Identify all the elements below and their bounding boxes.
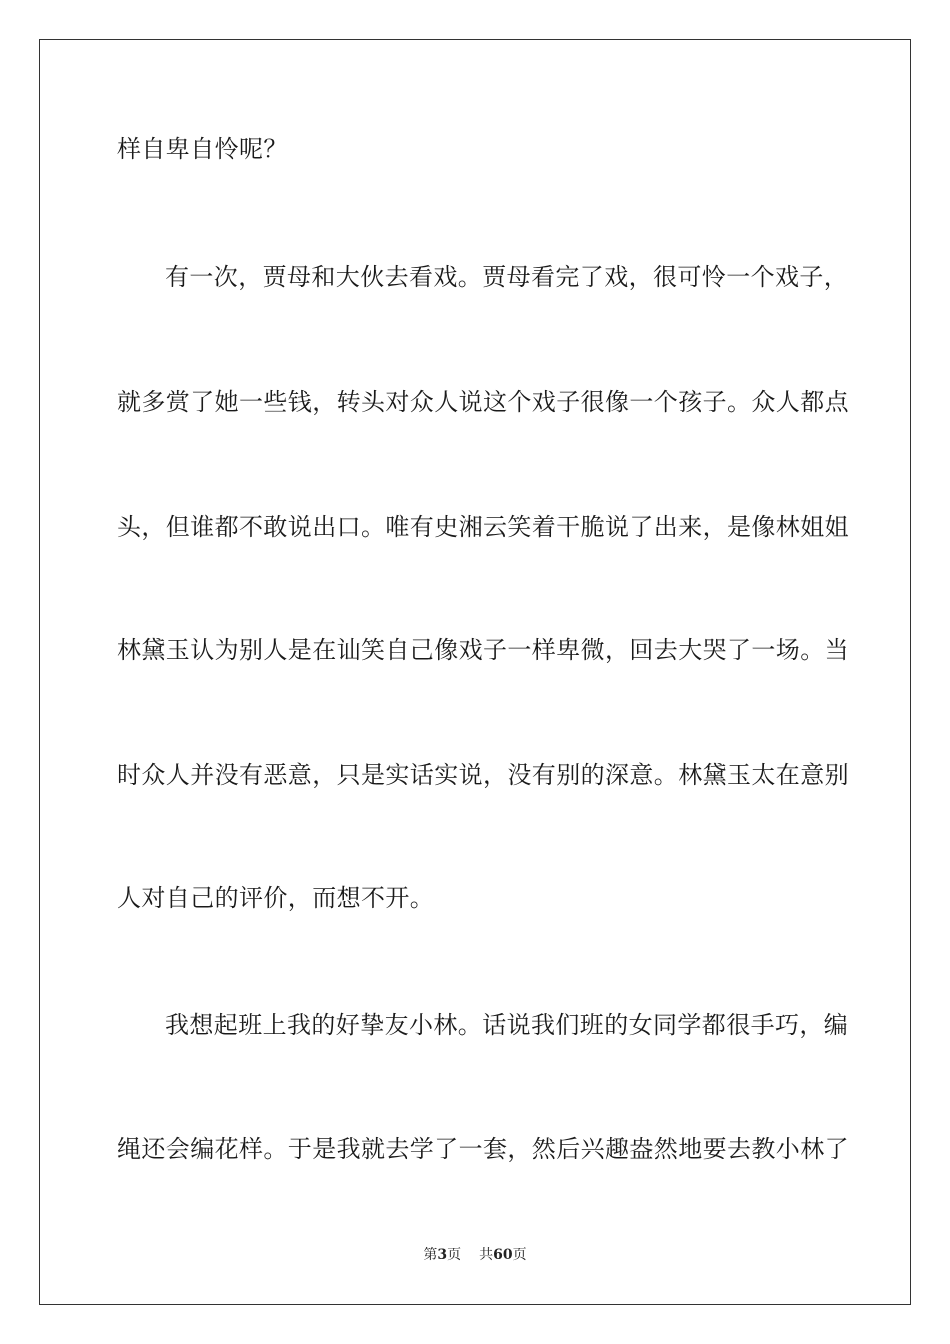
text-line-2: 有一次，贾母和大伙去看戏。贾母看完了戏，很可怜一个戏子，: [165, 263, 849, 291]
text-line-7: 人对自己的评价，而想不开。: [117, 884, 435, 912]
total-prefix: 共: [479, 1247, 494, 1263]
text-line-1: 样自卑自怜呢？: [117, 135, 288, 163]
text-line-8: 我想起班上我的好挚友小林。话说我们班的女同学都很手巧，编: [165, 1011, 849, 1039]
text-line-6: 时众人并没有恶意，只是实话实说，没有别的深意。林黛玉太在意别: [117, 761, 849, 789]
page-footer: [0, 1246, 950, 1264]
total-suffix: 页: [512, 1247, 527, 1263]
page-number: 3: [437, 1247, 448, 1263]
page-prefix: 第: [423, 1247, 438, 1263]
page-suffix: 页: [447, 1247, 462, 1263]
text-line-3: 就多赏了她一些钱，转头对众人说这个戏子很像一个孩子。众人都点: [117, 388, 849, 416]
text-line-4: 头，但谁都不敢说出口。唯有史湘云笑着干脆说了出来，是像林姐姐: [117, 513, 849, 541]
page-border: [39, 39, 911, 1305]
total-pages: 60: [493, 1247, 513, 1263]
text-line-9: 绳还会编花样。于是我就去学了一套，然后兴趣盎然地要去教小林了: [117, 1135, 849, 1163]
text-line-5: 林黛玉认为别人是在讪笑自己像戏子一样卑微，回去大哭了一场。当: [117, 636, 849, 664]
